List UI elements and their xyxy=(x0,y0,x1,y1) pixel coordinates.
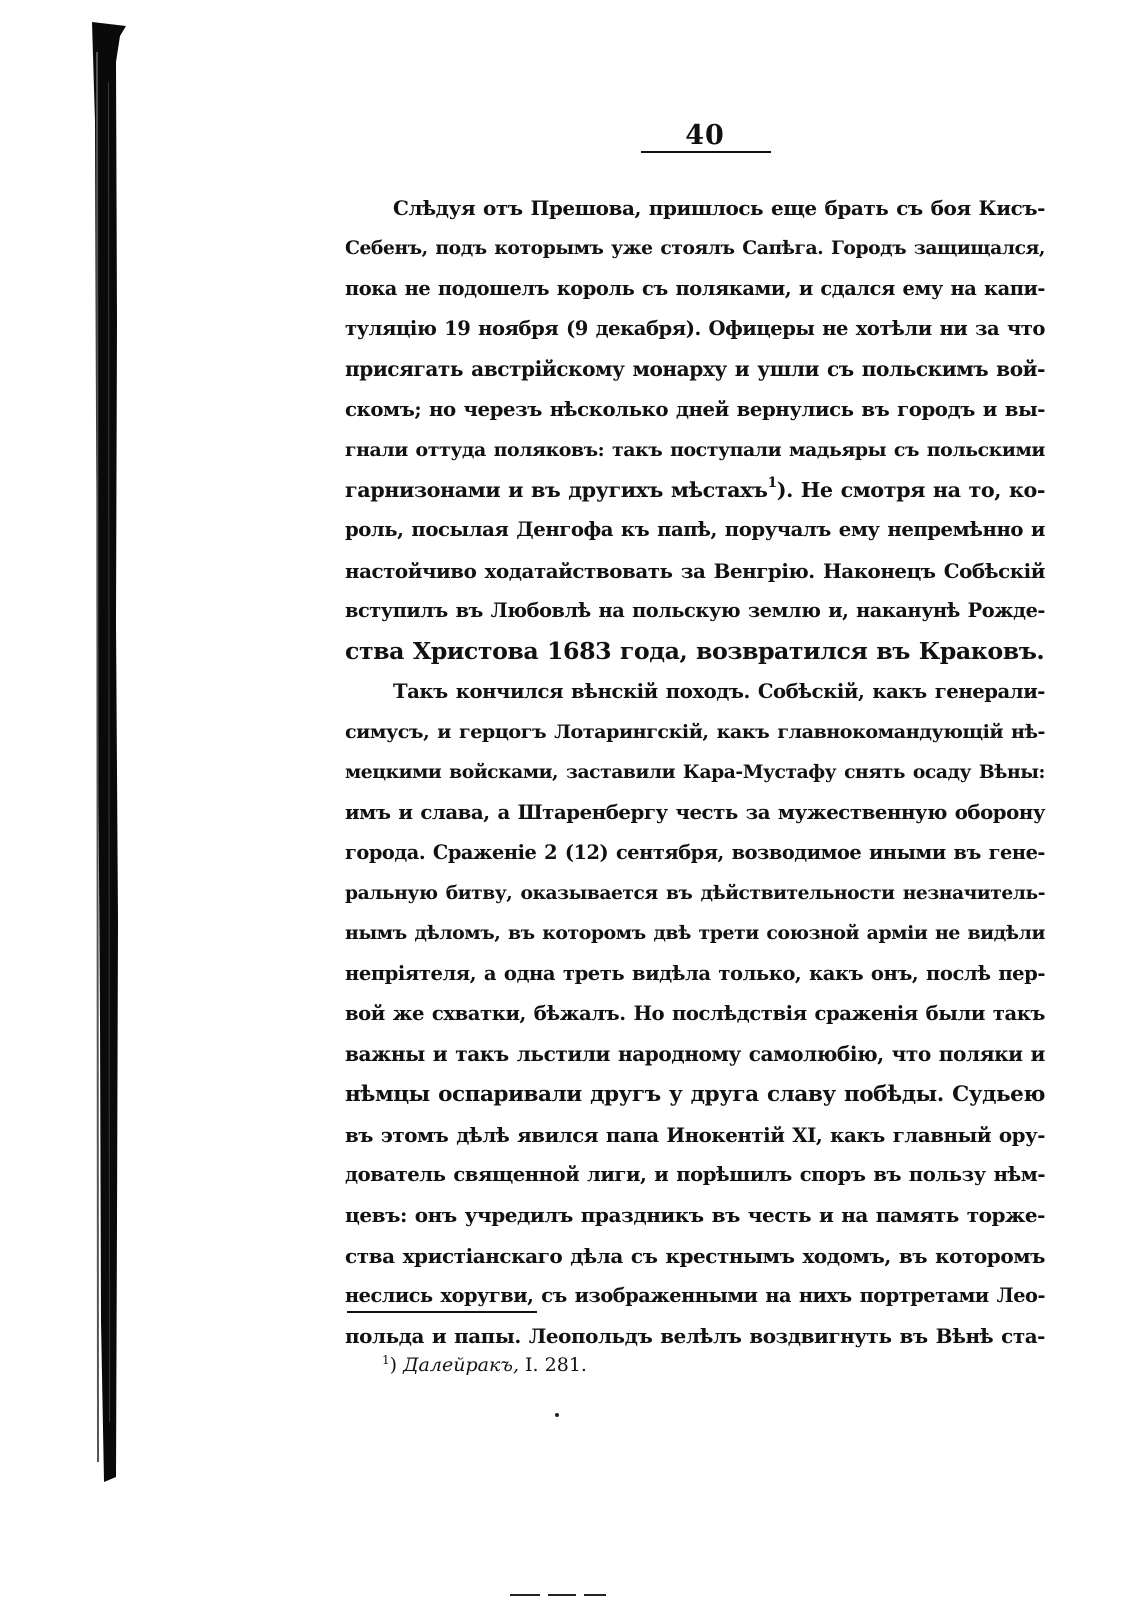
text-line-content: гнали оттуда поляковъ: такъ поступали мадьяры съ польскими xyxy=(345,438,1045,461)
text-line xyxy=(345,1115,1045,1155)
text-line xyxy=(345,269,1045,309)
text-line-content: неслись хоругви, съ изображенными на нихъ портретами Лео- xyxy=(345,1284,1045,1308)
text-line-content: пока не подошелъ король съ поляками, и сдался ему на капи- xyxy=(345,276,1045,300)
footnote-mark-paren: ) xyxy=(389,1354,398,1376)
text-line xyxy=(345,873,1045,913)
text-line xyxy=(345,430,1045,470)
page-number: 40 xyxy=(685,120,725,151)
body-text xyxy=(345,188,1045,1357)
text-line xyxy=(345,389,1045,429)
text-line xyxy=(345,188,1045,228)
header-rule xyxy=(641,151,771,153)
text-line-content: важны и такъ льстили народному самолюбію, что поляки и xyxy=(345,1042,1045,1067)
text-line xyxy=(345,228,1045,268)
text-line-content: присягать австрійскому монарху и ушли съ польскимъ вой- xyxy=(345,357,1045,382)
text-line xyxy=(345,470,1045,510)
text-line-content: ства Христова 1683 года, возвратился въ Краковъ. xyxy=(345,637,1045,666)
text-line-content: Такъ кончился вѣнскій походъ. Собѣскій, какъ генерали- xyxy=(393,679,1045,703)
text-line xyxy=(345,672,1045,712)
text-line-content: нѣмцы оспаривали другъ у друга славу побѣды. Судьею xyxy=(345,1081,1045,1107)
text-line-content: роль, посылая Денгофа къ папѣ, поручалъ ему непремѣнно и xyxy=(345,518,1045,542)
page-binding-shadow xyxy=(86,22,128,1482)
text-line xyxy=(345,1195,1045,1235)
text-line-content: Слѣдуя отъ Прешова, пришлось еще брать съ боя Кисъ- xyxy=(393,196,1045,220)
text-line-content: гарнизонами и въ другихъ мѣстахъ xyxy=(345,478,768,503)
text-line xyxy=(345,551,1045,591)
text-line-content: нымъ дѣломъ, въ которомъ двѣ трети союзной арміи не видѣли xyxy=(345,922,1045,945)
footnote-separator xyxy=(347,1311,537,1313)
footnote xyxy=(382,1354,587,1376)
text-line xyxy=(345,712,1045,752)
text-line xyxy=(345,1034,1045,1074)
text-line xyxy=(345,1316,1045,1356)
text-line-content: города. Сраженіе 2 (12) сентября, возводимое иными въ гене- xyxy=(345,840,1045,864)
text-line xyxy=(345,1155,1045,1195)
text-line-continuation: ). Не смотря на то, ко- xyxy=(776,478,1045,503)
text-line-content: дователь священной лиги, и порѣшилъ споръ въ пользу нѣм- xyxy=(345,1163,1045,1187)
text-line xyxy=(345,309,1045,349)
text-line-content: непріятеля, а одна треть видѣла только, какъ онъ, послѣ пер- xyxy=(345,961,1045,985)
text-line-content: скомъ; но черезъ нѣсколько дней вернулись въ городъ и вы- xyxy=(345,397,1045,422)
text-line-content: имъ и слава, а Штаренбергу честь за мужественную оборону xyxy=(345,800,1045,825)
text-line xyxy=(345,833,1045,873)
footnote-mark: 1 xyxy=(382,1353,390,1367)
bottom-edge-marks xyxy=(510,1592,620,1598)
text-line-content: въ этомъ дѣлѣ явился папа Инокентій XI, какъ главный ору- xyxy=(345,1122,1045,1147)
text-line-content: польда и папы. Леопольдъ велѣлъ воздвигнуть въ Вѣнѣ ста- xyxy=(345,1324,1045,1349)
text-line xyxy=(345,792,1045,832)
text-line xyxy=(345,913,1045,953)
text-line-content: ства христіанскаго дѣла съ крестнымъ ходомъ, въ которомъ xyxy=(345,1243,1045,1268)
footnote-author: Далейракъ, xyxy=(403,1354,520,1376)
text-line-content: мецкими войсками, заставили Кара-Мустафу снять осаду Вѣны: xyxy=(345,761,1045,784)
text-line-content: настойчиво ходатайствовать за Венгрію. Наконецъ Собѣскій xyxy=(345,558,1045,583)
text-line xyxy=(345,752,1045,792)
footnote-reference: I. 281. xyxy=(519,1354,587,1376)
text-line xyxy=(345,1075,1045,1115)
text-line-content: туляцію 19 ноября (9 декабря). Офицеры не хотѣли ни за что xyxy=(345,316,1045,340)
text-line xyxy=(345,591,1045,631)
text-line-content: цевъ: онъ учредилъ праздникъ въ честь и на память торже- xyxy=(345,1203,1045,1228)
text-line xyxy=(345,994,1045,1034)
text-line xyxy=(345,954,1045,994)
text-line-content: вой же схватки, бѣжалъ. Но послѣдствія сраженія были такъ xyxy=(345,1001,1045,1025)
text-line xyxy=(345,631,1045,671)
text-line-content: Себенъ, подъ которымъ уже стоялъ Сапѣга. Городъ защищался, xyxy=(345,237,1045,260)
text-line xyxy=(345,1236,1045,1276)
text-line-content: ральную битву, оказывается въ дѣйствительности незначитель- xyxy=(345,882,1045,905)
text-line-content: симусъ, и герцогъ Лотарингскій, какъ главнокомандующій нѣ- xyxy=(345,719,1045,743)
footnote-reference-mark: 1 xyxy=(767,475,777,492)
text-line xyxy=(345,510,1045,550)
text-line-content: вступилъ въ Любовлѣ на польскую землю и, наканунѣ Рожде- xyxy=(345,598,1045,622)
ink-speck xyxy=(555,1413,559,1417)
text-line xyxy=(345,349,1045,389)
